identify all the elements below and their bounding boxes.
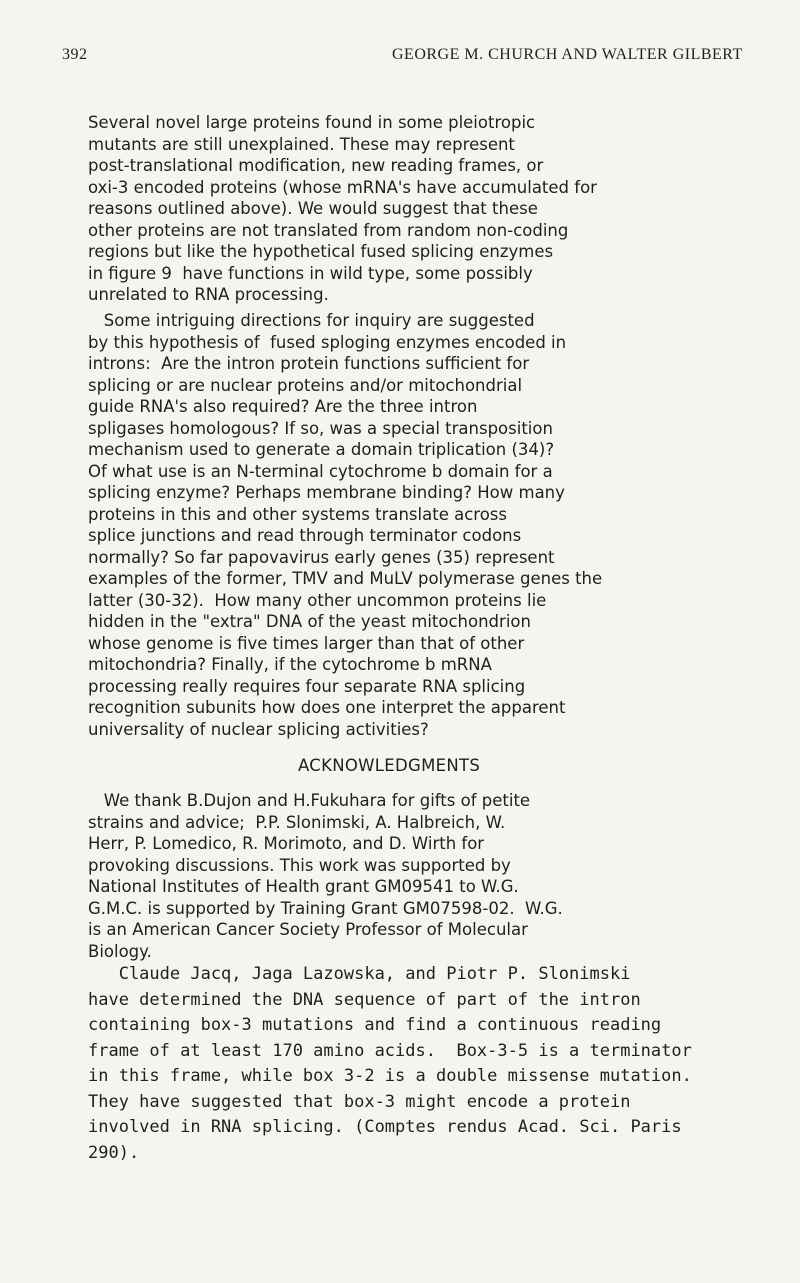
text-line: We thank B.Dujon and H.Fukuhara for gifts of petite [88,791,531,810]
paragraph-added-note [88,962,788,1166]
text-line: is an American Cancer Society Professor of Molecular [88,920,528,939]
text-line: Biology. [88,941,152,961]
text-line: have determined the DNA sequence of part of the intron [88,989,641,1010]
text-line: mitochondria? Finally, if the cytochrome b mRNA [88,655,492,674]
text-line: Of what use is an N-terminal cytochrome b domain for a [88,461,553,481]
paragraph-directions-for-inquiry [88,310,788,740]
paragraph-acknowledgments [88,790,788,962]
text-line: in this frame, while box 3-2 is a double missense mutation. [88,1066,692,1086]
text-line: Claude Jacq, Jaga Lazowska, and Piotr P. Slonimski [88,964,631,984]
text-line: involved in RNA splicing. (Comptes rendus Acad. Sci. Paris [88,1117,682,1137]
text-line: mutants are still unexplained. These may represent [88,134,515,154]
acknowledgments-heading: ACKNOWLEDGMENTS [298,756,481,775]
page-number: 392 [62,46,88,63]
text-line: splicing or are nuclear proteins and/or mitochondrial [88,375,523,395]
text-line: Herr, P. Lomedico, R. Morimoto, and D. Wirth for [88,834,485,853]
text-line: National Institutes of Health grant GM09541 to W.G. [88,877,519,896]
text-line: Some intriguing directions for inquiry are suggested [88,311,535,330]
page-header [62,46,760,70]
text-line: strains and advice; P.P. Slonimski, A. Halbreich, W. [88,812,506,832]
text-line: G.M.C. is supported by Training Grant GM07598-02. W.G. [88,898,563,918]
text-line: splicing enzyme? Perhaps membrane binding? How many [88,483,565,502]
text-line: post-translational modification, new reading frames, or [88,156,544,175]
text-line: regions but like the hypothetical fused splicing enzymes [88,242,554,261]
text-line: other proteins are not translated from random non-coding [88,220,569,240]
text-line: splice junctions and read through terminator codons [88,526,522,545]
text-line: guide RNA's also required? Are the three intron [88,397,478,416]
text-line: latter (30-32). How many other uncommon proteins lie [88,590,547,610]
text-line: introns: Are the intron protein functions sufficient for [88,354,530,373]
text-line: Several novel large proteins found in some pleiotropic [88,113,536,132]
text-line: proteins in this and other systems translate across [88,504,507,524]
text-line: frame of at least 170 amino acids. Box-3-5 is a terminator [88,1040,692,1061]
text-line: in figure 9 have functions in wild type, some possibly [88,263,533,283]
text-line: whose genome is five times larger than that of other [88,633,525,653]
text-line: unrelated to RNA processing. [88,285,329,304]
text-line: normally? So far papovavirus early genes (35) represent [88,547,555,567]
text-line: processing really requires four separate RNA splicing [88,676,526,696]
text-line: by this hypothesis of fused sploging enzymes encoded in [88,332,567,352]
text-line: spligases homologous? If so, was a special transposition [88,418,553,438]
text-line: provoking discussions. This work was supported by [88,855,511,875]
text-line: reasons outlined above). We would suggest that these [88,199,538,218]
text-line: recognition subunits how does one interpret the apparent [88,698,566,717]
text-line: mechanism used to generate a domain triplication (34)? [88,440,555,459]
text-line: containing box-3 mutations and find a continuous reading [88,1015,662,1035]
paragraph-pleiotropic-proteins [88,112,788,306]
text-line: They have suggested that box-3 might encode a protein [88,1091,631,1112]
text-line: hidden in the "extra" DNA of the yeast mitochondrion [88,612,531,631]
running-head: GEORGE M. CHURCH AND WALTER GILBERT [392,46,743,63]
text-line: 290). [88,1142,140,1163]
text-line: universality of nuclear splicing activities? [88,719,429,739]
text-line: examples of the former, TMV and MuLV polymerase genes the [88,569,603,588]
text-line: oxi-3 encoded proteins (whose mRNA's have accumulated for [88,177,597,197]
